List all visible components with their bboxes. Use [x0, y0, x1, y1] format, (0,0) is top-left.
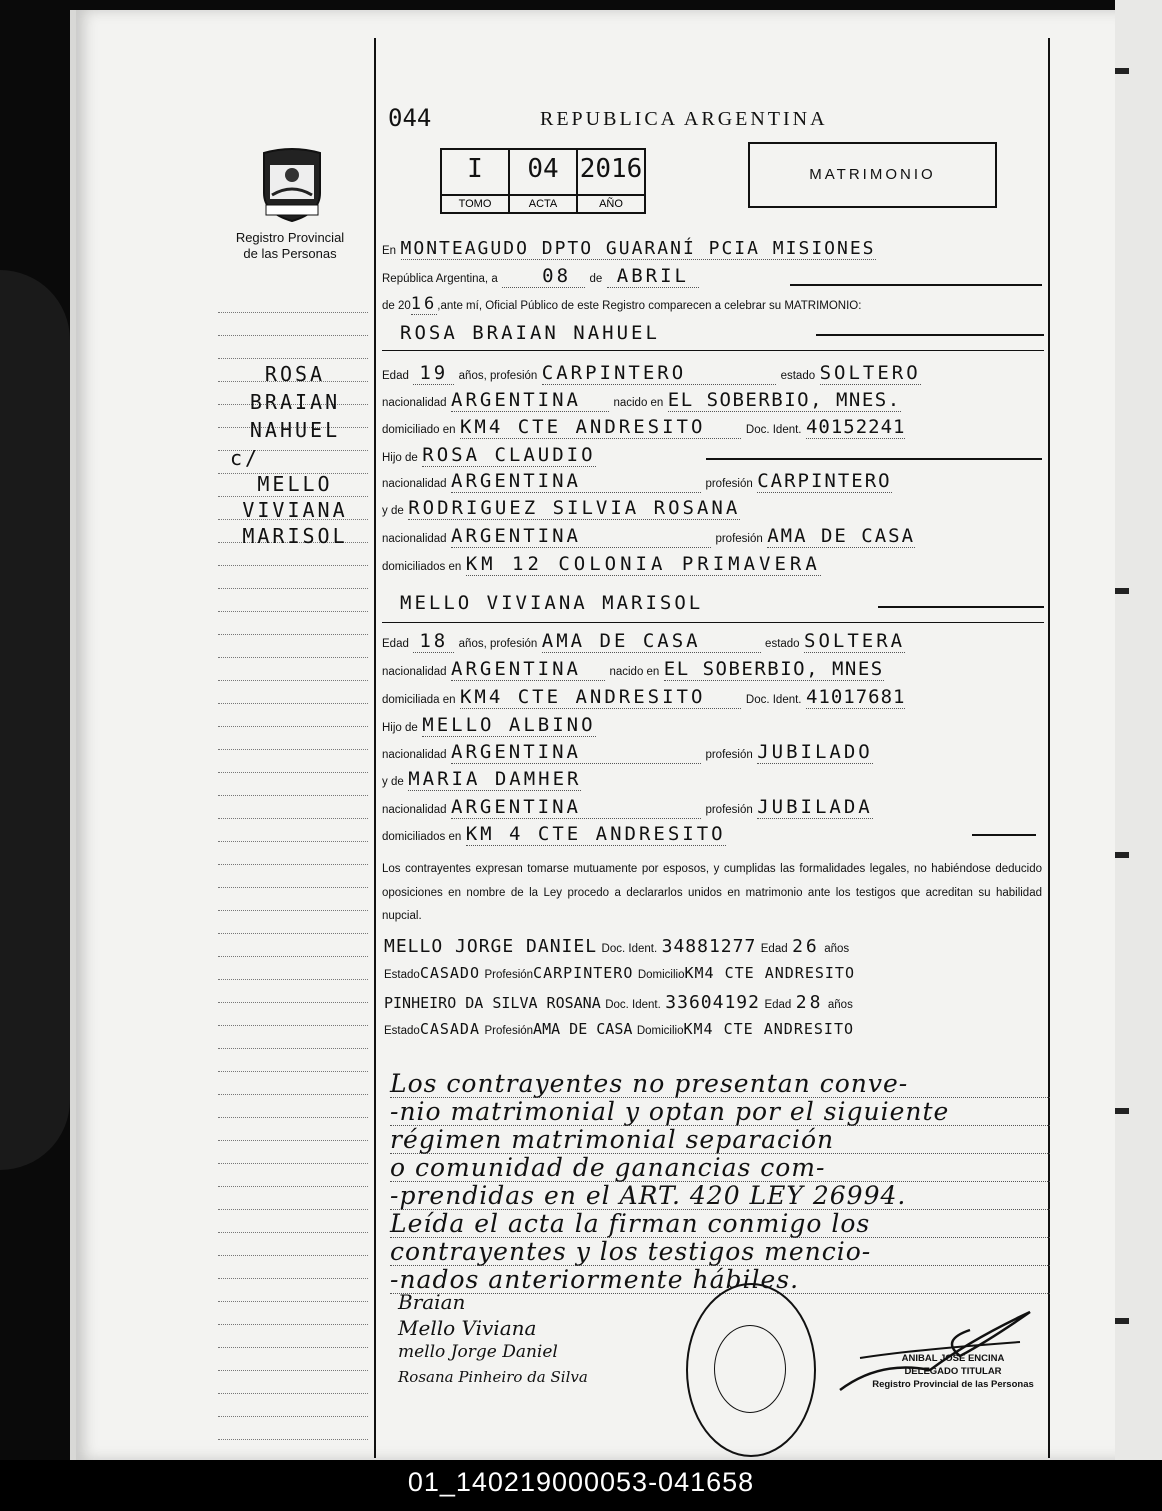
profesion-label: profesión: [705, 804, 753, 816]
seal-crest: [714, 1325, 786, 1413]
bride-madre-row: [382, 768, 581, 794]
bride-doc: 41017681: [805, 686, 906, 708]
country-title: REPUBLICA ARGENTINA: [540, 108, 828, 130]
fill-rule: [706, 458, 1042, 460]
nacionalidad-label: nacionalidad: [382, 533, 447, 545]
book-edge: [1115, 0, 1162, 1460]
scan-id-footer: 01_140219000053-041658: [0, 1460, 1162, 1511]
official-stamp: [868, 1352, 1038, 1391]
province-crest-icon: [258, 145, 326, 223]
witness-1-domicilio: KM4 CTE ANDRESITO: [684, 964, 855, 982]
bride-padres-dom-row: [382, 823, 726, 849]
estado-label: Estado: [384, 1025, 420, 1037]
hijo-label: Hijo de: [382, 722, 418, 734]
groom-nacionalidad: ARGENTINA: [451, 389, 609, 412]
bride-dom-row: [382, 686, 905, 712]
handwritten-note: [390, 1070, 1050, 1294]
fill-rule: [790, 284, 1042, 286]
groom-padres-dom-row: [382, 553, 821, 579]
official-name: ANIBAL JOSE ENCINA: [901, 1353, 1005, 1364]
date-row: [382, 265, 699, 291]
margin-note-line: MELLO: [257, 472, 333, 496]
witness-1-edad: 26: [792, 936, 820, 957]
profesion-label: Profesión: [484, 1025, 534, 1037]
witness-2-doc: 33604192: [665, 992, 760, 1013]
anio-value: 2016: [579, 154, 643, 184]
bride-edad-row: [382, 630, 905, 656]
groom-estado: SOLTERO: [819, 362, 921, 384]
groom-doc: 40152241: [805, 416, 906, 438]
bride-profesion: AMA DE CASA: [542, 630, 761, 653]
year-suffix: 16: [410, 294, 438, 314]
bride-name: MELLO VIVIANA MARISOL: [400, 592, 704, 614]
bride-nac-row: [382, 658, 884, 684]
de-label: de: [589, 273, 603, 285]
anos-label: años: [824, 943, 850, 955]
bride-padre-prof: JUBILADO: [757, 741, 873, 763]
intro-row: [382, 294, 861, 320]
groom-padre-row: [382, 444, 596, 470]
margin-note-line: BRAIAN: [249, 390, 341, 414]
bride-padre: MELLO ALBINO: [422, 714, 596, 736]
fill-rule: [878, 606, 1044, 608]
groom-nac-row: [382, 389, 901, 415]
note-line: contrayentes y los testigos mencio-: [390, 1238, 1050, 1266]
margin-note-line: ROSA: [264, 362, 326, 386]
intro-text: ,ante mí, Oficial Público de este Registro comparecen a celebrar su MATRIMONIO:: [437, 300, 862, 312]
groom-padres-domicilio: KM 12 COLONIA PRIMAVERA: [465, 553, 821, 575]
bride-padres-domicilio: KM 4 CTE ANDRESITO: [465, 823, 726, 845]
nacido-label: nacido en: [609, 666, 660, 678]
bride-padre-nac-row: [382, 741, 873, 767]
anio-cell: [578, 150, 644, 212]
witness-1-row: [384, 936, 849, 964]
acta-value: 04: [527, 154, 559, 184]
witness-1-doc: 34881277: [661, 936, 757, 957]
nacionalidad-label: nacionalidad: [382, 397, 447, 409]
section-rule: [382, 350, 1044, 351]
bride-madre-prof: JUBILADA: [757, 796, 873, 818]
registry-seal: [686, 1283, 816, 1457]
witness-1-estado: CASADO: [419, 964, 480, 982]
acta-cell: [510, 150, 578, 212]
fill-rule: [816, 334, 1044, 336]
groom-padre-nac-row: [382, 470, 892, 496]
signature-witness-2: Rosana Pinheiro da Silva: [398, 1368, 588, 1386]
nacido-label: nacido en: [613, 397, 664, 409]
registry-label: [220, 230, 360, 262]
bride-edad: 18: [413, 630, 454, 653]
groom-madre-prof: AMA DE CASA: [767, 525, 916, 547]
bride-nacido: EL SOBERBIO, MNES: [663, 658, 884, 680]
profesion-label: Profesión: [484, 969, 534, 981]
groom-madre-nac: ARGENTINA: [451, 525, 711, 548]
doc-label: Doc. Ident.: [745, 424, 802, 436]
bride-name-row: [400, 592, 703, 618]
groom-domicilio: KM4 CTE ANDRESITO: [460, 416, 741, 439]
groom-padre-prof: CARPINTERO: [757, 470, 892, 492]
acta-label: ACTA: [510, 194, 576, 212]
domicilio-label: domiciliada en: [382, 694, 456, 706]
profesion-label: profesión: [715, 533, 763, 545]
groom-padre-nac: ARGENTINA: [451, 470, 701, 493]
domicilio-label: domiciliado en: [382, 424, 456, 436]
signature-witness-1: mello Jorge Daniel: [398, 1342, 558, 1362]
witness-2-edad: 28: [795, 992, 824, 1013]
groom-edad: 19: [413, 362, 454, 385]
tomo-label: TOMO: [442, 194, 508, 212]
day-value: 08: [502, 265, 585, 288]
witness-1-profesion: CARPINTERO: [533, 964, 634, 982]
location-value: MONTEAGUDO DPTO GUARANÍ PCIA MISIONES: [400, 238, 876, 259]
groom-name-row: [400, 322, 660, 348]
witness-1-detail-row: [384, 964, 855, 992]
estado-label: estado: [765, 638, 800, 650]
edad-label: Edad: [382, 370, 409, 382]
edad-label: Edad: [760, 943, 788, 955]
edad-label: Edad: [382, 638, 409, 650]
location-row: [382, 238, 876, 264]
nacionalidad-label: nacionalidad: [382, 478, 447, 490]
estado-label: estado: [780, 370, 816, 382]
bride-madre: MARIA DAMHER: [408, 768, 582, 790]
yde-label: y de: [382, 505, 404, 517]
tomo-cell: [442, 150, 510, 212]
groom-nacido: EL SOBERBIO, MNES.: [667, 389, 901, 411]
profesion-label: profesión: [705, 478, 753, 490]
doc-label: Doc. Ident.: [605, 999, 661, 1011]
anos-profesion-label: años, profesión: [458, 370, 538, 382]
scan-shadow: [0, 270, 70, 1170]
anio-label: AÑO: [578, 194, 644, 212]
margin-note-line: c/: [230, 446, 261, 470]
registry-line-1: Registro Provincial: [235, 230, 345, 245]
note-line: Leída el acta la firman conmigo los: [390, 1210, 1050, 1238]
note-line: -prendidas en el ART. 420 LEY 26994.: [390, 1182, 1050, 1210]
witness-2-name: PINHEIRO DA SILVA ROSANA: [384, 994, 601, 1012]
witness-2-estado: CASADA: [419, 1020, 480, 1038]
doc-label: Doc. Ident.: [601, 943, 658, 955]
official-office: Registro Provincial de las Personas: [872, 1379, 1034, 1390]
anos-profesion-label: años, profesión: [458, 638, 538, 650]
acta-number: 044: [388, 104, 432, 132]
official-title: DELEGADO TITULAR: [904, 1366, 1002, 1377]
note-line: Los contrayentes no presentan conve-: [390, 1070, 1050, 1098]
note-line: -nados anteriormente hábiles.: [390, 1266, 1050, 1294]
margin-note-line: VIVIANA: [242, 498, 348, 522]
margin-rule: [374, 38, 376, 1458]
signature-bride: Mello Viviana: [398, 1316, 537, 1340]
domicilio-label: Domicilio: [636, 1025, 684, 1037]
registry-line-2: de las Personas: [243, 246, 337, 261]
tomo-value: I: [467, 154, 483, 184]
tomo-acta-anio-box: [440, 148, 646, 214]
note-line: o comunidad de ganancias com-: [390, 1154, 1050, 1182]
fill-rule: [972, 834, 1036, 836]
estado-label: Estado: [384, 969, 420, 981]
witness-1-name: MELLO JORGE DANIEL: [384, 936, 598, 957]
groom-madre: RODRIGUEZ SILVIA ROSANA: [408, 497, 741, 519]
domiciliados-label: domiciliados en: [382, 561, 462, 573]
note-line: régimen matrimonial separación: [390, 1126, 1050, 1154]
groom-madre-nac-row: [382, 525, 915, 551]
hijo-label: Hijo de: [382, 452, 418, 464]
groom-profesion: CARPINTERO: [542, 362, 776, 385]
year-prefix: de 20: [382, 300, 411, 312]
groom-madre-row: [382, 497, 740, 523]
edad-label: Edad: [764, 999, 792, 1011]
bride-estado: SOLTERA: [804, 630, 906, 652]
witness-2-profesion: AMA DE CASA: [533, 1020, 633, 1038]
republica-label: República Argentina, a: [382, 273, 498, 285]
profesion-label: profesión: [705, 749, 753, 761]
yde-label: y de: [382, 776, 404, 788]
section-rule: [382, 622, 1044, 623]
bride-madre-nac: ARGENTINA: [451, 796, 701, 819]
bride-madre-nac-row: [382, 796, 873, 822]
signatures: [398, 1290, 588, 1394]
witness-2-row: [384, 992, 853, 1020]
nacionalidad-label: nacionalidad: [382, 804, 447, 816]
groom-padre: ROSA CLAUDIO: [422, 444, 596, 466]
margin-note-line: MARISOL: [242, 524, 348, 548]
witness-2-detail-row: [384, 1020, 854, 1048]
groom-edad-row: [382, 362, 921, 388]
margin-note-line: NAHUEL: [249, 418, 341, 442]
nacionalidad-label: nacionalidad: [382, 666, 447, 678]
en-label: En: [382, 245, 397, 257]
note-line: -nio matrimonial y optan por el siguiente: [390, 1098, 1050, 1126]
witness-2-domicilio: KM4 CTE ANDRESITO: [683, 1020, 855, 1038]
document-type: MATRIMONIO: [748, 142, 997, 208]
bride-nacionalidad: ARGENTINA: [451, 658, 605, 681]
bride-padre-nac: ARGENTINA: [451, 741, 701, 764]
nacionalidad-label: nacionalidad: [382, 749, 447, 761]
bride-padre-row: [382, 714, 596, 740]
bride-domicilio: KM4 CTE ANDRESITO: [460, 686, 741, 709]
legal-text: Los contrayentes expresan tomarse mutuamente por esposos, y cumplidas las formalidades legales, no habiéndose deducido oposiciones en nombre de la Ley procedo a declararlos unidos en matrimonio ante los testigos que acreditan su habilidad nupcial.: [382, 863, 1042, 922]
groom-dom-row: [382, 416, 905, 442]
anos-label: años: [827, 999, 853, 1011]
doc-label: Doc. Ident.: [745, 694, 802, 706]
month-value: ABRIL: [607, 265, 699, 288]
domiciliados-label: domiciliados en: [382, 831, 462, 843]
signature-groom: Braian: [398, 1290, 466, 1314]
groom-name: ROSA BRAIAN NAHUEL: [400, 322, 660, 344]
domicilio-label: Domicilio: [637, 969, 685, 981]
